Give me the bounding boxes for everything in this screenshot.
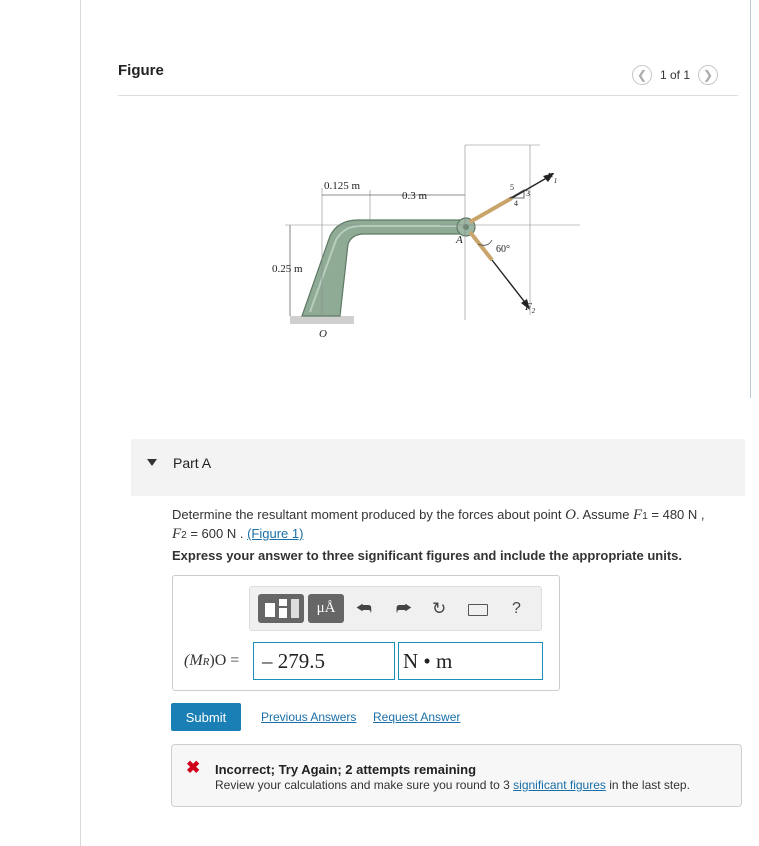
f1-sub: 1 [553, 177, 558, 185]
significant-figures-link[interactable]: significant figures [513, 778, 606, 792]
answer-label-sub: R [202, 656, 210, 668]
part-a-title: Part A [173, 455, 212, 471]
express-instructions: Express your answer to three significant figures and include the appropriate units. [172, 548, 682, 563]
q-f2-val: = 600 N [186, 526, 237, 541]
left-border [80, 0, 81, 846]
q-f1-val: = 480 N [647, 507, 698, 522]
q-f1-sub: 1 [642, 511, 648, 522]
previous-answers-link[interactable]: Previous Answers [261, 710, 357, 724]
question-text [172, 506, 732, 544]
point-a-label: A [456, 234, 463, 246]
right-border [750, 0, 751, 398]
figure-diagram [260, 140, 590, 350]
answer-units-input[interactable]: N • m [398, 642, 543, 680]
chevron-left-icon[interactable]: ❮ [632, 65, 652, 85]
keyboard-icon[interactable] [468, 601, 488, 621]
point-o-label: O [319, 328, 327, 340]
q-dot: . [236, 526, 248, 541]
feedback-post: in the last step. [605, 778, 690, 792]
x-icon: ✖ [186, 758, 201, 777]
tri-5-label: 5 [510, 183, 514, 192]
q-f1: F [633, 507, 643, 523]
part-a-header[interactable] [131, 439, 745, 496]
f2-sub: 2 [531, 307, 536, 315]
q-pre: Determine the resultant moment produced by the forces about point [172, 507, 566, 522]
answer-label-main: (M [184, 652, 203, 669]
tri-4-label: 4 [514, 199, 518, 208]
figure-title: Figure [118, 62, 164, 79]
collapse-triangle-icon[interactable] [147, 459, 157, 466]
f2-rod [470, 232, 492, 260]
tri-3-label: 3 [526, 189, 530, 198]
figure-pager [632, 64, 718, 86]
chevron-right-icon[interactable]: ❯ [698, 65, 718, 85]
templates-icon[interactable] [258, 594, 304, 623]
f1-letter: F [547, 171, 554, 183]
f2-letter: F [525, 301, 532, 313]
figure-divider [118, 95, 738, 96]
figure-link[interactable]: (Figure 1) [247, 526, 304, 541]
pager-text: 1 of 1 [660, 68, 691, 82]
help-button[interactable]: ? [512, 600, 521, 617]
f2-arrow [492, 260, 527, 305]
f1-arrow [512, 176, 550, 198]
f2-label [524, 301, 536, 315]
submit-button[interactable]: Submit [171, 703, 241, 731]
dim-0125-label: 0.125 m [324, 180, 361, 192]
f1-rod [470, 198, 512, 222]
dim-03-label: 0.3 m [402, 190, 428, 202]
units-button[interactable]: μÅ [308, 594, 344, 623]
dim-025-label: 0.25 m [272, 263, 303, 275]
answer-label-end: )O = [209, 652, 240, 669]
redo-icon[interactable]: ⮫ [396, 599, 412, 618]
undo-icon[interactable]: ⮪ [356, 599, 372, 618]
math-toolbar [249, 586, 542, 631]
q-f2: F [172, 526, 182, 542]
q-f2-sub: 2 [181, 530, 187, 541]
q-point: O [565, 507, 576, 523]
q-mid: . Assume [575, 507, 634, 522]
f1-label [546, 171, 557, 185]
ground [290, 316, 354, 324]
reset-icon[interactable]: ↻ [432, 599, 447, 618]
feedback-pre: Review your calculations and make sure you round to 3 [215, 778, 514, 792]
feedback-text [215, 778, 690, 792]
q-comma: , [697, 507, 705, 522]
answer-label [184, 652, 239, 670]
answer-value-input[interactable]: – 279.5 [253, 642, 395, 680]
request-answer-link[interactable]: Request Answer [373, 710, 461, 724]
feedback-title: Incorrect; Try Again; 2 attempts remaining [215, 762, 477, 777]
angle-label: 60° [496, 244, 510, 255]
